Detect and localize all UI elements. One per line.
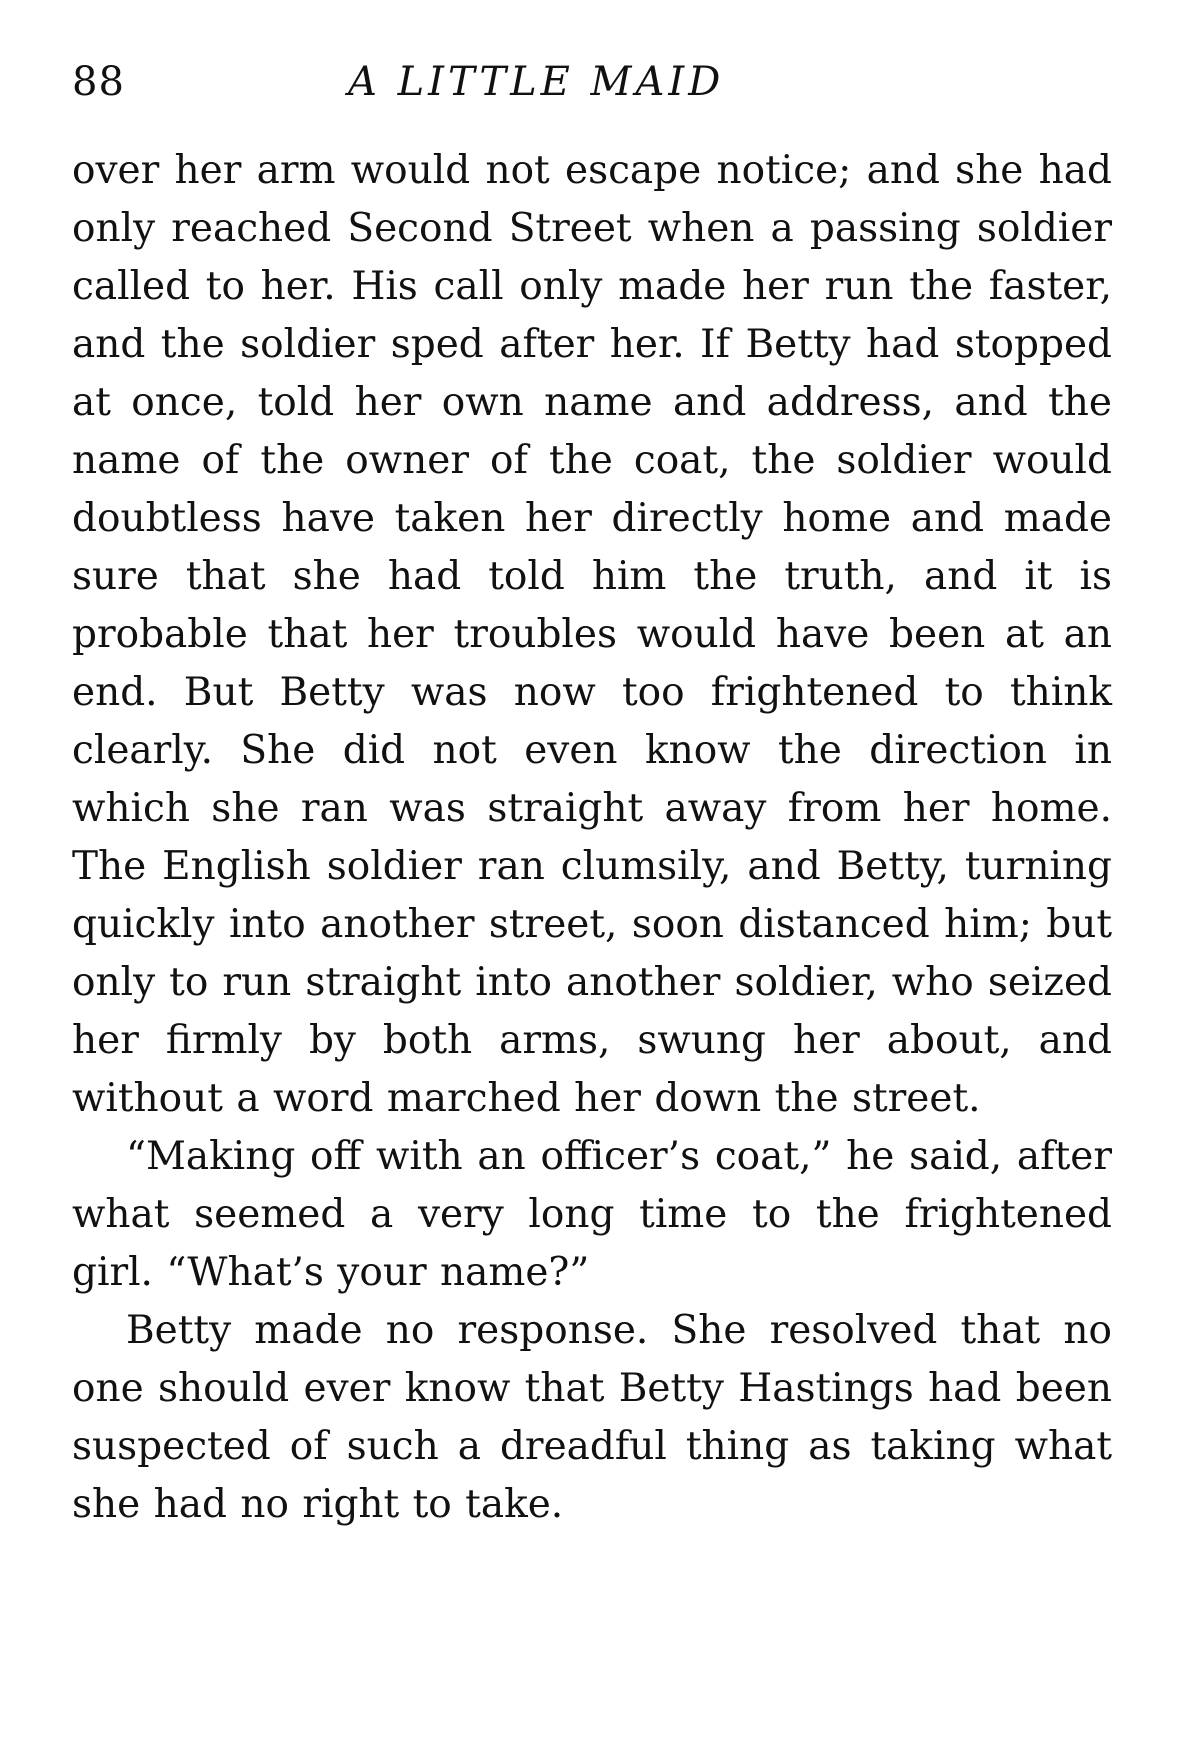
page-header [72, 52, 1112, 112]
running-title: A LITTLE MAID [348, 59, 725, 105]
body-text [72, 142, 1112, 1534]
paragraph-continued: over her arm would not escape notice; and she had only reached Second Street when a passing soldier called to her. His call only made her run the faster, and the soldier sped after her. If Betty had stopped at once, told her own name and address, and the name of the owner of the coat, the soldier would doubtless have taken her directly home and made sure that she had told him the truth, and it is probable that her troubles would have been at an end. But Betty was now too frightened to think clearly. She did not even know the direction in which she ran was straight away from her home. The English soldier ran clumsily, and Betty, turning quickly into another street, soon distanced him; but only to run straight into another soldier, who seized her firmly by both arms, swung her about, and without a word marched her down the street. [72, 148, 1112, 1121]
page-number: 88 [72, 59, 125, 105]
paragraph-dialogue: “Making off with an officer’s coat,” he said, after what seemed a very long time to the frightened girl. “What’s your name?” [72, 1134, 1112, 1295]
paragraph-response: Betty made no response. She resolved that no one should ever know that Betty Hastings had been suspected of such a dreadful thing as taking what she had no right to take. [72, 1308, 1112, 1527]
